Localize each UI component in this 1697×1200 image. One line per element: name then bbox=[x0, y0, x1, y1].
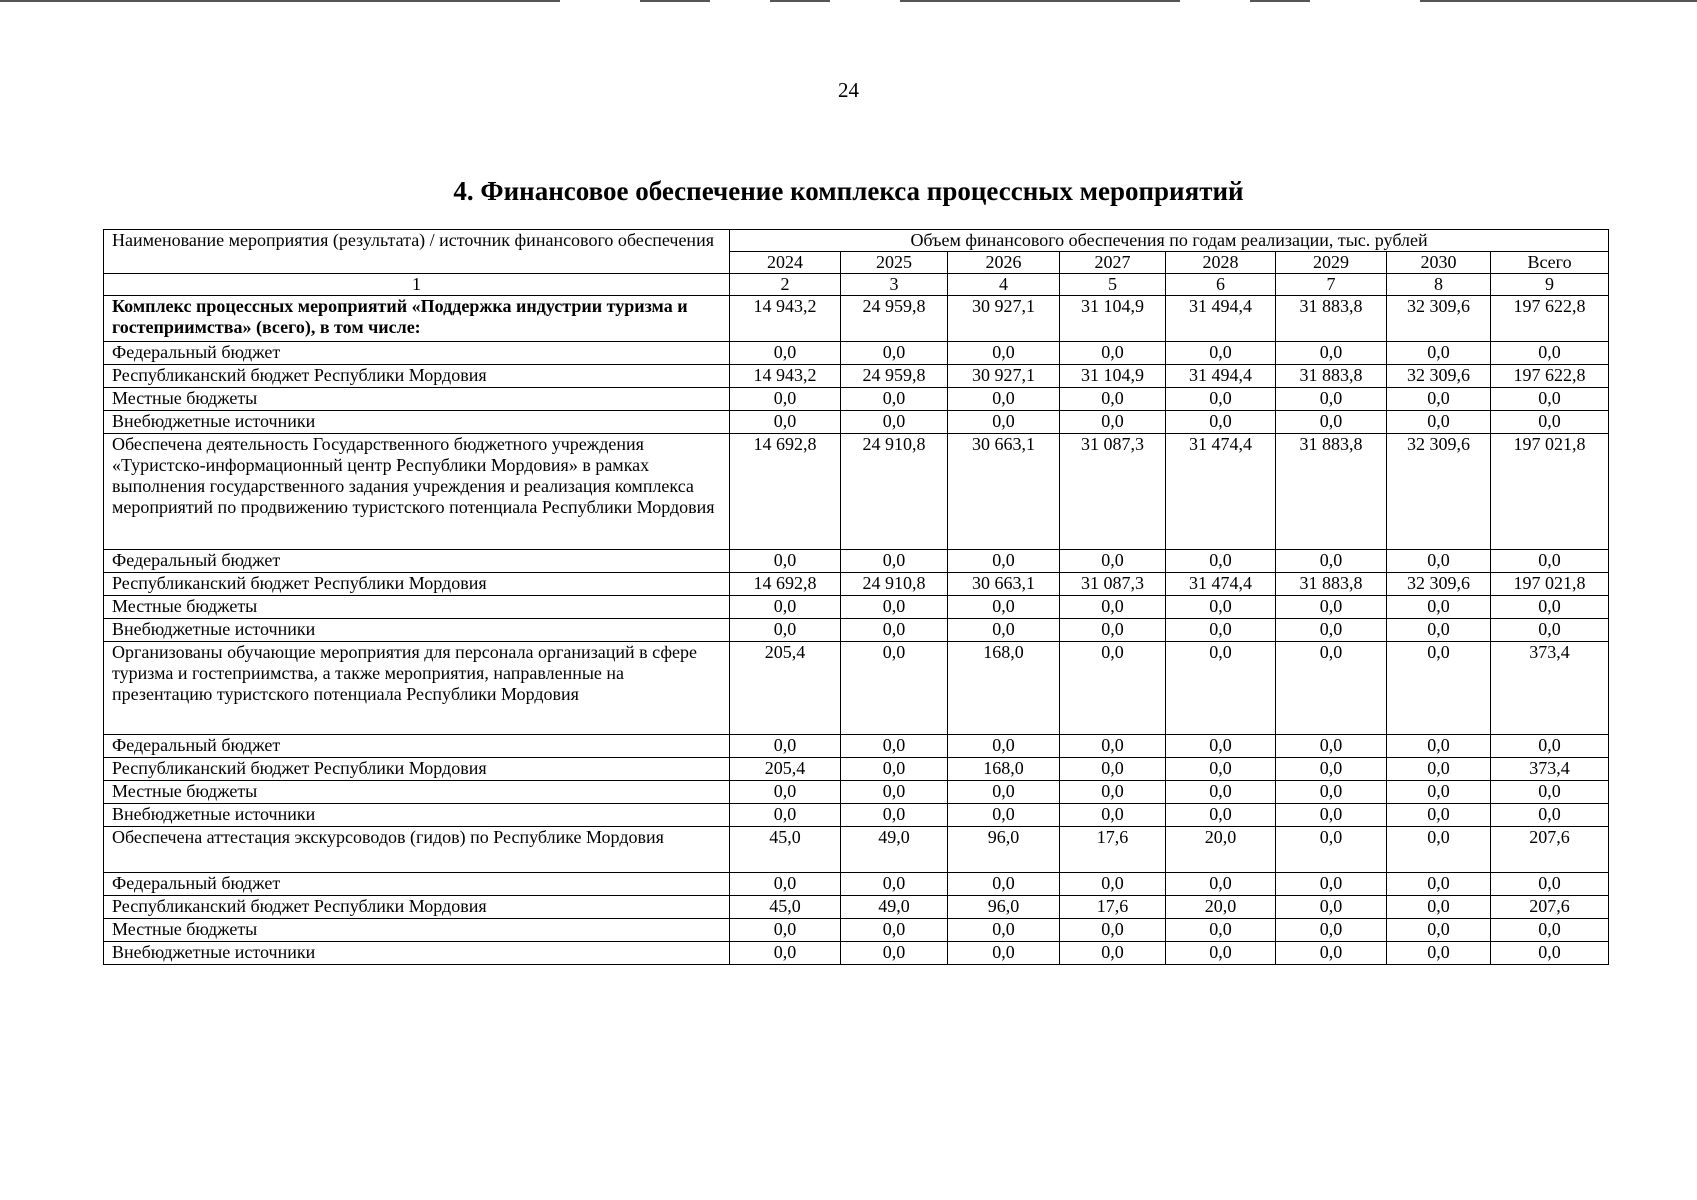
value-cell: 0,0 bbox=[1276, 642, 1387, 735]
value-cell: 0,0 bbox=[1060, 735, 1166, 758]
value-cell: 0,0 bbox=[1387, 619, 1491, 642]
value-cell: 0,0 bbox=[1276, 781, 1387, 804]
value-cell: 0,0 bbox=[841, 919, 948, 942]
value-cell: 0,0 bbox=[1387, 342, 1491, 365]
value-cell: 0,0 bbox=[730, 596, 841, 619]
value-cell: 0,0 bbox=[841, 873, 948, 896]
value-cell: 0,0 bbox=[1060, 411, 1166, 434]
value-cell: 0,0 bbox=[1387, 642, 1491, 735]
source-label: Республиканский бюджет Республики Мордовия bbox=[104, 896, 730, 919]
value-cell: 0,0 bbox=[1276, 942, 1387, 965]
value-cell: 168,0 bbox=[948, 642, 1060, 735]
value-cell: 0,0 bbox=[1060, 781, 1166, 804]
value-cell: 0,0 bbox=[1060, 758, 1166, 781]
value-cell: 0,0 bbox=[841, 781, 948, 804]
value-cell: 0,0 bbox=[1166, 550, 1276, 573]
value-cell: 0,0 bbox=[1387, 919, 1491, 942]
source-label: Федеральный бюджет bbox=[104, 342, 730, 365]
value-cell: 197 622,8 bbox=[1491, 296, 1609, 342]
source-row bbox=[104, 388, 1609, 411]
value-cell: 96,0 bbox=[948, 896, 1060, 919]
source-label: Внебюджетные источники bbox=[104, 804, 730, 827]
value-cell: 0,0 bbox=[730, 942, 841, 965]
value-cell: 0,0 bbox=[1387, 550, 1491, 573]
value-cell: 0,0 bbox=[948, 411, 1060, 434]
value-cell: 0,0 bbox=[1387, 596, 1491, 619]
value-cell: 0,0 bbox=[1276, 873, 1387, 896]
value-cell: 0,0 bbox=[948, 804, 1060, 827]
value-cell: 49,0 bbox=[841, 827, 948, 873]
value-cell: 32 309,6 bbox=[1387, 365, 1491, 388]
value-cell: 31 494,4 bbox=[1166, 296, 1276, 342]
value-cell: 0,0 bbox=[730, 388, 841, 411]
value-cell: 207,6 bbox=[1491, 896, 1609, 919]
value-cell: 0,0 bbox=[1276, 735, 1387, 758]
value-cell: 0,0 bbox=[1387, 804, 1491, 827]
value-cell: 0,0 bbox=[841, 804, 948, 827]
value-cell: 0,0 bbox=[1060, 550, 1166, 573]
name-column-header: Наименование мероприятия (результата) / источник финансового обеспечения bbox=[104, 230, 730, 274]
value-cell: 24 910,8 bbox=[841, 434, 948, 550]
header-row bbox=[104, 230, 1609, 252]
value-cell: 0,0 bbox=[1166, 735, 1276, 758]
value-cell: 197 021,8 bbox=[1491, 573, 1609, 596]
value-cell: 0,0 bbox=[841, 550, 948, 573]
value-cell: 0,0 bbox=[1491, 342, 1609, 365]
column-number-row bbox=[104, 274, 1609, 296]
measure-row bbox=[104, 434, 1609, 550]
value-cell: 20,0 bbox=[1166, 827, 1276, 873]
value-cell: 0,0 bbox=[1491, 550, 1609, 573]
value-cell: 0,0 bbox=[1491, 411, 1609, 434]
value-cell: 0,0 bbox=[1276, 804, 1387, 827]
source-row bbox=[104, 573, 1609, 596]
page-title: 4. Финансовое обеспечение комплекса процессных мероприятий bbox=[453, 176, 1244, 206]
column-number: 3 bbox=[841, 274, 948, 296]
value-cell: 24 959,8 bbox=[841, 296, 948, 342]
group-header: Объем финансового обеспечения по годам реализации, тыс. рублей bbox=[730, 230, 1609, 252]
value-cell: 0,0 bbox=[1276, 758, 1387, 781]
measure-name: Обеспечена аттестация экскурсоводов (гидов) по Республике Мордовия bbox=[104, 827, 730, 873]
value-cell: 0,0 bbox=[841, 642, 948, 735]
year-header: 2029 bbox=[1276, 252, 1387, 274]
value-cell: 0,0 bbox=[948, 781, 1060, 804]
source-row bbox=[104, 365, 1609, 388]
value-cell: 0,0 bbox=[948, 619, 1060, 642]
source-label: Местные бюджеты bbox=[104, 596, 730, 619]
value-cell: 30 663,1 bbox=[948, 434, 1060, 550]
value-cell: 0,0 bbox=[948, 942, 1060, 965]
value-cell: 0,0 bbox=[841, 596, 948, 619]
source-label: Республиканский бюджет Республики Мордовия bbox=[104, 365, 730, 388]
source-label: Республиканский бюджет Республики Мордовия bbox=[104, 573, 730, 596]
value-cell: 30 927,1 bbox=[948, 365, 1060, 388]
value-cell: 0,0 bbox=[1166, 942, 1276, 965]
measure-row bbox=[104, 296, 1609, 342]
value-cell: 0,0 bbox=[1276, 919, 1387, 942]
value-cell: 0,0 bbox=[1387, 873, 1491, 896]
scan-edge-artifact bbox=[0, 0, 1697, 4]
value-cell: 31 474,4 bbox=[1166, 573, 1276, 596]
year-header: 2024 bbox=[730, 252, 841, 274]
source-row bbox=[104, 342, 1609, 365]
value-cell: 0,0 bbox=[948, 342, 1060, 365]
measure-row bbox=[104, 827, 1609, 873]
value-cell: 0,0 bbox=[1387, 942, 1491, 965]
source-row bbox=[104, 873, 1609, 896]
source-row bbox=[104, 735, 1609, 758]
value-cell: 14 692,8 bbox=[730, 434, 841, 550]
value-cell: 31 883,8 bbox=[1276, 365, 1387, 388]
year-header: 2025 bbox=[841, 252, 948, 274]
value-cell: 0,0 bbox=[1060, 873, 1166, 896]
value-cell: 0,0 bbox=[1060, 942, 1166, 965]
value-cell: 0,0 bbox=[1387, 411, 1491, 434]
value-cell: 17,6 bbox=[1060, 896, 1166, 919]
value-cell: 0,0 bbox=[1491, 735, 1609, 758]
measure-name: Комплекс процессных мероприятий «Поддержка индустрии туризма и гостеприимства» (всего), в том числе: bbox=[104, 296, 730, 342]
source-label: Внебюджетные источники bbox=[104, 411, 730, 434]
value-cell: 31 474,4 bbox=[1166, 434, 1276, 550]
value-cell: 0,0 bbox=[1166, 642, 1276, 735]
value-cell: 0,0 bbox=[841, 619, 948, 642]
value-cell: 0,0 bbox=[841, 411, 948, 434]
value-cell: 31 883,8 bbox=[1276, 434, 1387, 550]
value-cell: 0,0 bbox=[841, 388, 948, 411]
value-cell: 0,0 bbox=[841, 342, 948, 365]
source-label: Республиканский бюджет Республики Мордовия bbox=[104, 758, 730, 781]
value-cell: 31 494,4 bbox=[1166, 365, 1276, 388]
source-label: Внебюджетные источники bbox=[104, 619, 730, 642]
source-label: Федеральный бюджет bbox=[104, 735, 730, 758]
value-cell: 0,0 bbox=[1166, 873, 1276, 896]
source-label: Местные бюджеты bbox=[104, 919, 730, 942]
value-cell: 0,0 bbox=[730, 342, 841, 365]
year-header: 2027 bbox=[1060, 252, 1166, 274]
value-cell: 0,0 bbox=[1276, 342, 1387, 365]
source-row bbox=[104, 758, 1609, 781]
value-cell: 0,0 bbox=[948, 873, 1060, 896]
value-cell: 14 943,2 bbox=[730, 365, 841, 388]
value-cell: 17,6 bbox=[1060, 827, 1166, 873]
column-number: 4 bbox=[948, 274, 1060, 296]
column-number: 8 bbox=[1387, 274, 1491, 296]
source-label: Федеральный бюджет bbox=[104, 550, 730, 573]
value-cell: 31 883,8 bbox=[1276, 573, 1387, 596]
value-cell: 0,0 bbox=[841, 942, 948, 965]
year-header: 2030 bbox=[1387, 252, 1491, 274]
value-cell: 0,0 bbox=[1276, 550, 1387, 573]
value-cell: 14 692,8 bbox=[730, 573, 841, 596]
column-number: 5 bbox=[1060, 274, 1166, 296]
value-cell: 30 927,1 bbox=[948, 296, 1060, 342]
value-cell: 0,0 bbox=[948, 596, 1060, 619]
financing-table bbox=[103, 229, 1609, 965]
value-cell: 197 021,8 bbox=[1491, 434, 1609, 550]
value-cell: 0,0 bbox=[1276, 896, 1387, 919]
value-cell: 32 309,6 bbox=[1387, 434, 1491, 550]
value-cell: 0,0 bbox=[1060, 596, 1166, 619]
source-label: Местные бюджеты bbox=[104, 781, 730, 804]
value-cell: 0,0 bbox=[948, 919, 1060, 942]
value-cell: 0,0 bbox=[730, 873, 841, 896]
value-cell: 14 943,2 bbox=[730, 296, 841, 342]
value-cell: 31 087,3 bbox=[1060, 434, 1166, 550]
value-cell: 0,0 bbox=[1491, 919, 1609, 942]
value-cell: 0,0 bbox=[1491, 873, 1609, 896]
value-cell: 31 104,9 bbox=[1060, 296, 1166, 342]
measure-row bbox=[104, 642, 1609, 735]
measure-name: Обеспечена деятельность Государственного бюджетного учреждения «Туристско-информационный центр Республики Мордовия» в рамках выполнения государственного задания учреждения и реализация комплекса мероприятий по продвижению туристского потенциала Республики Мордовия bbox=[104, 434, 730, 550]
column-number: 9 bbox=[1491, 274, 1609, 296]
year-header: 2028 bbox=[1166, 252, 1276, 274]
value-cell: 32 309,6 bbox=[1387, 573, 1491, 596]
value-cell: 0,0 bbox=[1166, 781, 1276, 804]
value-cell: 0,0 bbox=[730, 781, 841, 804]
value-cell: 0,0 bbox=[948, 388, 1060, 411]
value-cell: 0,0 bbox=[730, 619, 841, 642]
source-row bbox=[104, 804, 1609, 827]
value-cell: 24 910,8 bbox=[841, 573, 948, 596]
measure-name: Организованы обучающие мероприятия для персонала организаций в сфере туризма и гостеприимства, а также мероприятия, направленные на презентацию туристского потенциала Республики Мордовия bbox=[104, 642, 730, 735]
value-cell: 0,0 bbox=[1276, 596, 1387, 619]
value-cell: 45,0 bbox=[730, 896, 841, 919]
value-cell: 0,0 bbox=[730, 550, 841, 573]
value-cell: 207,6 bbox=[1491, 827, 1609, 873]
year-header: 2026 bbox=[948, 252, 1060, 274]
value-cell: 0,0 bbox=[730, 919, 841, 942]
value-cell: 0,0 bbox=[1166, 596, 1276, 619]
value-cell: 0,0 bbox=[1387, 827, 1491, 873]
value-cell: 0,0 bbox=[1491, 619, 1609, 642]
value-cell: 0,0 bbox=[1060, 804, 1166, 827]
column-number: 7 bbox=[1276, 274, 1387, 296]
source-row bbox=[104, 550, 1609, 573]
value-cell: 0,0 bbox=[1060, 919, 1166, 942]
value-cell: 0,0 bbox=[841, 758, 948, 781]
value-cell: 373,4 bbox=[1491, 758, 1609, 781]
value-cell: 45,0 bbox=[730, 827, 841, 873]
value-cell: 0,0 bbox=[1276, 388, 1387, 411]
value-cell: 0,0 bbox=[1166, 388, 1276, 411]
value-cell: 0,0 bbox=[1491, 781, 1609, 804]
value-cell: 0,0 bbox=[730, 411, 841, 434]
value-cell: 0,0 bbox=[1166, 758, 1276, 781]
source-label: Внебюджетные источники bbox=[104, 942, 730, 965]
value-cell: 49,0 bbox=[841, 896, 948, 919]
value-cell: 20,0 bbox=[1166, 896, 1276, 919]
value-cell: 0,0 bbox=[1060, 642, 1166, 735]
source-row bbox=[104, 619, 1609, 642]
value-cell: 0,0 bbox=[1166, 619, 1276, 642]
source-row bbox=[104, 411, 1609, 434]
value-cell: 31 104,9 bbox=[1060, 365, 1166, 388]
value-cell: 0,0 bbox=[1276, 619, 1387, 642]
value-cell: 0,0 bbox=[1276, 411, 1387, 434]
value-cell: 0,0 bbox=[1387, 781, 1491, 804]
value-cell: 0,0 bbox=[1491, 942, 1609, 965]
value-cell: 0,0 bbox=[1491, 596, 1609, 619]
value-cell: 0,0 bbox=[1491, 388, 1609, 411]
source-row bbox=[104, 596, 1609, 619]
value-cell: 0,0 bbox=[1060, 619, 1166, 642]
source-label: Местные бюджеты bbox=[104, 388, 730, 411]
value-cell: 31 883,8 bbox=[1276, 296, 1387, 342]
value-cell: 0,0 bbox=[1387, 388, 1491, 411]
value-cell: 168,0 bbox=[948, 758, 1060, 781]
value-cell: 0,0 bbox=[1387, 735, 1491, 758]
value-cell: 0,0 bbox=[1166, 919, 1276, 942]
value-cell: 0,0 bbox=[1166, 342, 1276, 365]
value-cell: 0,0 bbox=[948, 550, 1060, 573]
value-cell: 0,0 bbox=[1387, 896, 1491, 919]
page-number: 24 bbox=[838, 78, 859, 102]
value-cell: 0,0 bbox=[730, 804, 841, 827]
value-cell: 32 309,6 bbox=[1387, 296, 1491, 342]
source-row bbox=[104, 919, 1609, 942]
value-cell: 24 959,8 bbox=[841, 365, 948, 388]
value-cell: 0,0 bbox=[948, 735, 1060, 758]
value-cell: 197 622,8 bbox=[1491, 365, 1609, 388]
year-header: Всего bbox=[1491, 252, 1609, 274]
source-row bbox=[104, 942, 1609, 965]
value-cell: 0,0 bbox=[730, 735, 841, 758]
value-cell: 0,0 bbox=[1491, 804, 1609, 827]
value-cell: 96,0 bbox=[948, 827, 1060, 873]
value-cell: 31 087,3 bbox=[1060, 573, 1166, 596]
value-cell: 0,0 bbox=[841, 735, 948, 758]
value-cell: 0,0 bbox=[1166, 411, 1276, 434]
column-number: 6 bbox=[1166, 274, 1276, 296]
value-cell: 0,0 bbox=[1060, 388, 1166, 411]
column-number: 1 bbox=[104, 274, 730, 296]
value-cell: 0,0 bbox=[1276, 827, 1387, 873]
value-cell: 0,0 bbox=[1060, 342, 1166, 365]
column-number: 2 bbox=[730, 274, 841, 296]
value-cell: 0,0 bbox=[1387, 758, 1491, 781]
value-cell: 373,4 bbox=[1491, 642, 1609, 735]
value-cell: 205,4 bbox=[730, 758, 841, 781]
value-cell: 30 663,1 bbox=[948, 573, 1060, 596]
source-row bbox=[104, 896, 1609, 919]
source-label: Федеральный бюджет bbox=[104, 873, 730, 896]
value-cell: 0,0 bbox=[1166, 804, 1276, 827]
value-cell: 205,4 bbox=[730, 642, 841, 735]
source-row bbox=[104, 781, 1609, 804]
